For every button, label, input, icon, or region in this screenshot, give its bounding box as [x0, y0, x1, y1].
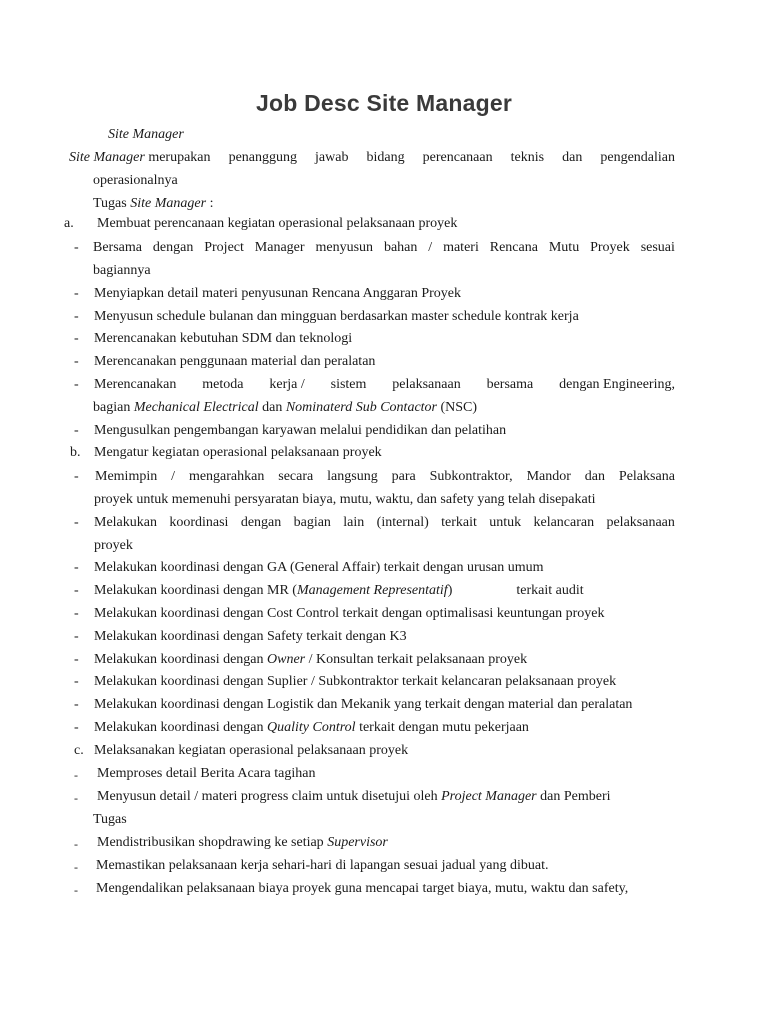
bullet: - — [74, 606, 79, 621]
bullet: - — [74, 674, 79, 689]
section-c-heading: Melaksanakan kegiatan operasional pelaksanaan proyek — [94, 743, 409, 758]
bullet: - — [74, 423, 79, 438]
bullet: - — [74, 309, 79, 324]
section-b-item-5: Melakukan koordinasi dengan Cost Control terkait dengan optimalisasi keuntungan proyek — [94, 606, 605, 621]
bullet: - — [74, 768, 78, 782]
section-b-item-2-line-2: proyek — [94, 538, 133, 553]
subtitle: Site Manager — [108, 127, 184, 142]
section-a-item-2: Menyiapkan detail materi penyusunan Rencana Anggaran Proyek — [94, 286, 461, 301]
section-b-item-2-line-1: Melakukan koordinasi dengan bagian lain (internal) terkait untuk kelancaran pelaksanaan — [94, 515, 675, 530]
bullet: - — [74, 652, 79, 667]
section-b-item-4: Melakukan koordinasi dengan MR (Management Representatif) terkait audit — [94, 583, 584, 598]
bullet: - — [74, 354, 79, 369]
section-a-item-4: Merencanakan kebutuhan SDM dan teknologi — [94, 331, 353, 346]
bullet: - — [74, 469, 79, 484]
section-b-item-10: Melakukan koordinasi dengan Quality Control terkait dengan mutu pekerjaan — [94, 720, 529, 735]
section-a-item-3: Menyusun schedule bulanan dan mingguan berdasarkan master schedule kontrak kerja — [94, 309, 579, 324]
intro-line-1: Site Manager merupakan penanggung jawab bidang perencanaan teknis dan pengendalian — [69, 150, 675, 165]
bullet: - — [74, 837, 78, 851]
bullet: - — [74, 286, 79, 301]
bullet: - — [74, 791, 78, 805]
section-a-heading: Membuat perencanaan kegiatan operasional pelaksanaan proyek — [97, 216, 458, 231]
section-a-item-5: Merencanakan penggunaan material dan peralatan — [94, 354, 376, 369]
section-b-item-6: Melakukan koordinasi dengan Safety terkait dengan K3 — [94, 629, 407, 644]
bullet: - — [74, 720, 79, 735]
section-c-item-1: Memproses detail Berita Acara tagihan — [97, 766, 316, 781]
section-a-item-6-line-2: bagian Mechanical Electrical dan Nominaterd Sub Contactor (NSC) — [93, 400, 478, 415]
section-c-item-4: Memastikan pelaksanaan kerja sehari-hari di lapangan sesuai jadual yang dibuat. — [96, 858, 549, 873]
bullet: - — [74, 240, 79, 255]
bullet: - — [74, 860, 78, 874]
bullet: - — [74, 377, 79, 392]
section-b-item-9: Melakukan koordinasi dengan Logistik dan Mekanik yang terkait dengan material dan peralatan — [94, 697, 633, 712]
section-a-marker: a. — [64, 216, 74, 231]
section-a-item-1-line-1: Bersama dengan Project Manager menyusun bahan / materi Rencana Mutu Proyek sesuai — [93, 240, 675, 255]
section-c-marker: c. — [74, 743, 84, 758]
section-b-item-1-line-2: proyek untuk memenuhi persyaratan biaya, mutu, waktu, dan safety yang telah disepakati — [94, 492, 596, 507]
intro-term-and-first-word: Site Manager merupakan — [69, 150, 211, 165]
section-c-item-2-line-1: Menyusun detail / materi progress claim untuk disetujui oleh Project Manager dan Pemberi — [97, 789, 611, 804]
bullet: - — [74, 583, 79, 598]
section-b-item-1-line-1: Memimpin / mengarahkan secara langsung para Subkontraktor, Mandor dan Pelaksana — [95, 469, 675, 484]
section-b-heading: Mengatur kegiatan operasional pelaksanaan proyek — [94, 445, 382, 460]
section-b-item-8: Melakukan koordinasi dengan Suplier / Subkontraktor terkait kelancaran pelaksanaan proyek — [94, 674, 617, 689]
section-a-item-6-line-1: Merencanakan metoda kerja / sistem pelaksanaan bersama dengan Engineering, — [94, 377, 675, 392]
section-a-item-1-line-2: bagiannya — [93, 263, 151, 278]
section-c-item-3: Mendistribusikan shopdrawing ke setiap Supervisor — [97, 835, 388, 850]
intro-line-2: operasionalnya — [93, 173, 178, 188]
section-c-item-2-line-2: Tugas — [93, 812, 127, 827]
bullet: - — [74, 883, 78, 897]
page-title: Job Desc Site Manager — [255, 90, 512, 116]
section-b-marker: b. — [70, 445, 81, 460]
section-a-item-7: Mengusulkan pengembangan karyawan melalui pendidikan dan pelatihan — [94, 423, 507, 438]
bullet: - — [74, 629, 79, 644]
bullet: - — [74, 697, 79, 712]
section-c-item-5: Mengendalikan pelaksanaan biaya proyek guna mencapai target biaya, mutu, waktu dan safety, — [96, 881, 629, 896]
bullet: - — [74, 331, 79, 346]
section-b-item-3: Melakukan koordinasi dengan GA (General Affair) terkait dengan urusan umum — [94, 560, 544, 575]
tugas-label: Tugas Site Manager : — [93, 196, 214, 211]
bullet: - — [74, 515, 79, 530]
section-b-item-7: Melakukan koordinasi dengan Owner / Konsultan terkait pelaksanaan proyek — [94, 652, 528, 667]
bullet: - — [74, 560, 79, 575]
